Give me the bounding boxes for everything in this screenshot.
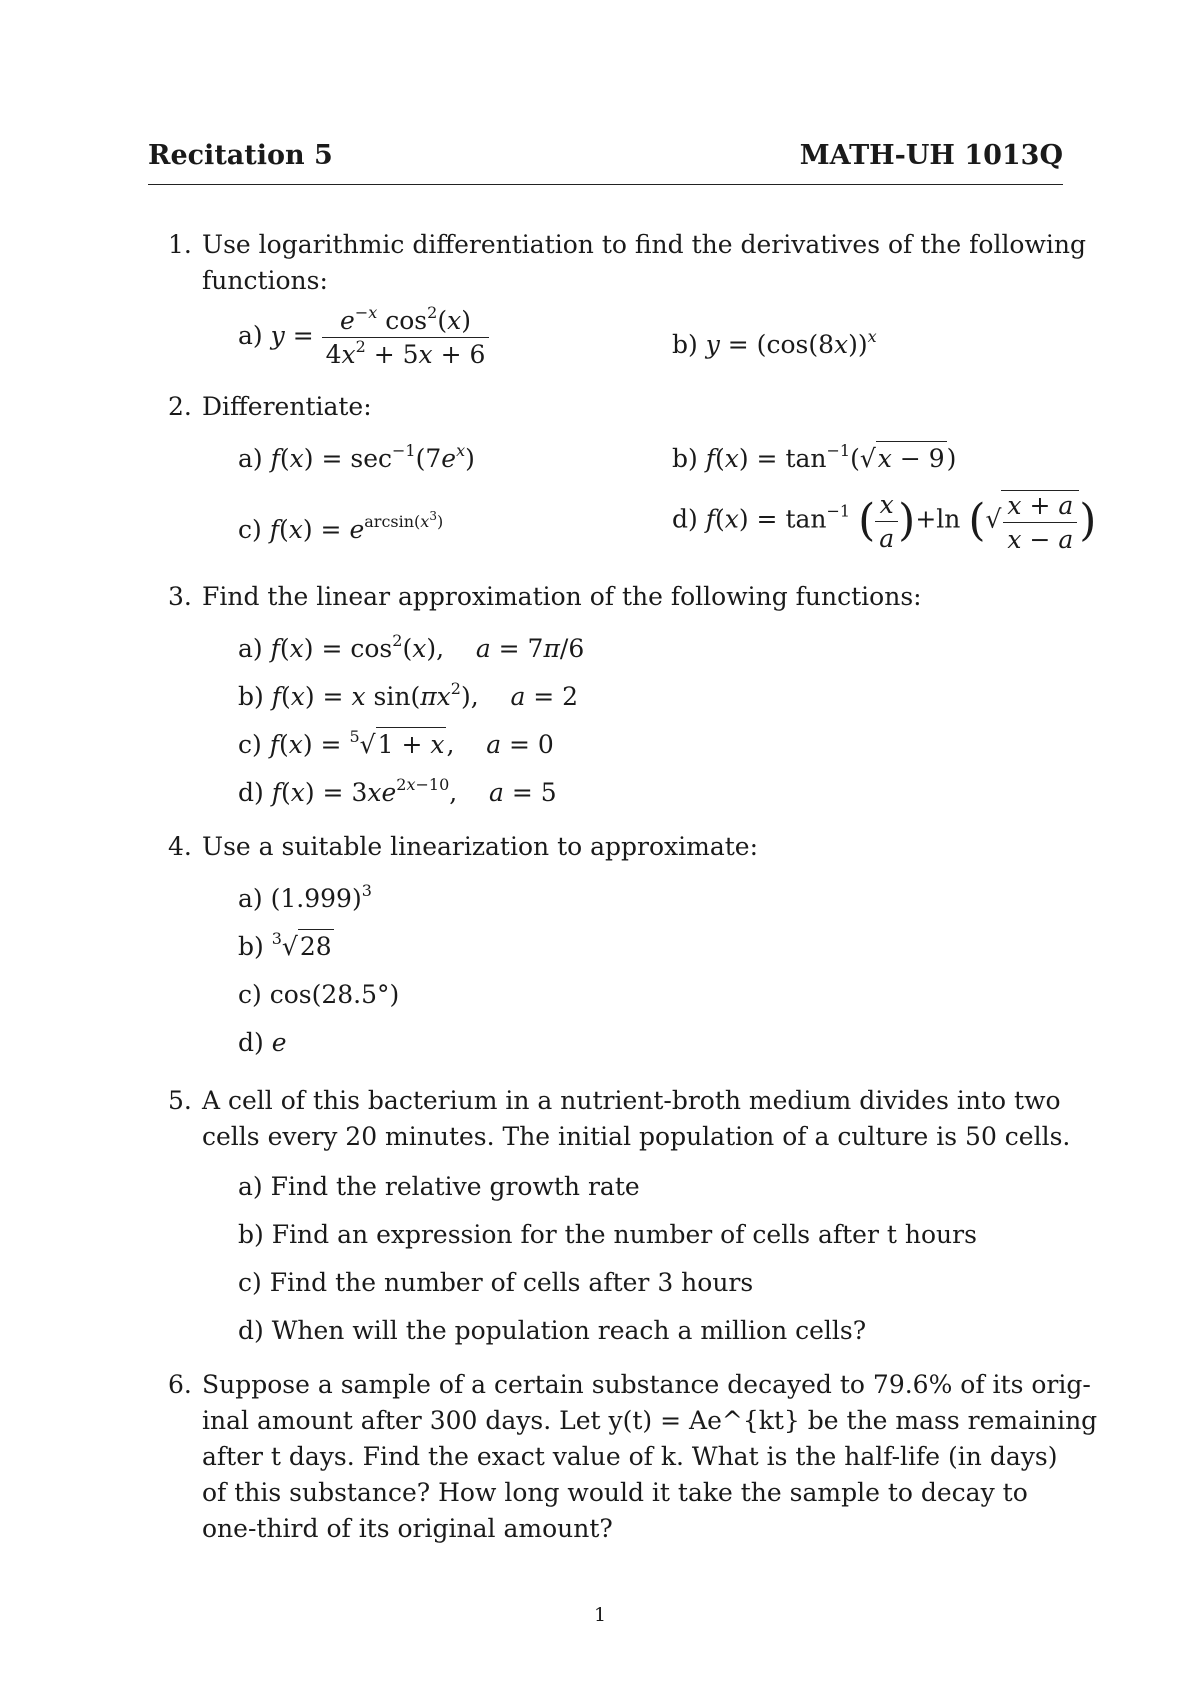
part-text: Find the relative growth rate: [270, 1172, 640, 1201]
question-1-part-b: b) $y = (\cos(8x))^x$: [672, 327, 877, 359]
question-1-number: 1.: [168, 230, 192, 259]
part-label: a): [238, 1172, 263, 1201]
question-5-part-d: [238, 1318, 866, 1343]
question-3-part-b: b) f(x) = x $\sin(\pi x^2)$, a = 2: [238, 679, 579, 711]
question-2-part-c: c) $f(x) = e^{arcsin(x^3)}$: [238, 509, 444, 544]
question-3-part-a: a) $f(x) = \cos^2(x)$, a = 7π/6: [238, 631, 585, 663]
part-text: Find an expression for the number of cells after t hours: [271, 1220, 977, 1249]
question-2-line-1: Differentiate:: [202, 392, 372, 421]
question-4-part-d: d) e: [238, 1028, 287, 1057]
question-4-part-b: b) $^3$√28: [238, 929, 332, 961]
question-6-line-5: one-third of its original amount?: [202, 1514, 613, 1543]
part-label: c): [238, 1268, 262, 1297]
question-5-part-c: [238, 1270, 753, 1295]
part-label: d): [238, 1316, 264, 1345]
question-6-line-3: after t days. Find the exact value of k. What is the half-life (in days): [202, 1442, 1058, 1471]
header-rule: [148, 184, 1063, 185]
question-1-line-1: Use logarithmic differentiation to find the derivatives of the following: [202, 230, 1086, 259]
recitation-title: Recitation 5: [148, 140, 333, 171]
question-3-number: 3.: [168, 582, 192, 611]
part-label: c): [238, 980, 262, 1009]
fraction: $\frac{e^{-x} \cos^2(x)}{4x^2 + 5x + 6}$: [322, 308, 490, 367]
question-4-number: 4.: [168, 832, 192, 861]
question-4-part-c: c) cos(28.5°): [238, 980, 400, 1009]
part-text: When will the population reach a million cells?: [271, 1316, 867, 1345]
part-label: a): [238, 634, 263, 663]
question-3-part-c: c) f(x) = $^5$√1 + x, a = 0: [238, 727, 554, 759]
fraction: $\frac{x}{a}$: [875, 492, 898, 551]
page-number: 1: [593, 1604, 607, 1626]
part-label: a): [238, 444, 263, 473]
question-5-line-2: cells every 20 minutes. The initial population of a culture is 50 cells.: [202, 1122, 1071, 1151]
question-1-part-a: a) y = $\frac{e^{-x} \cos^2(x)}{4x^2 + 5x + 6}$: [238, 308, 489, 367]
question-6-line-4: of this substance? How long would it take the sample to decay to: [202, 1478, 1028, 1507]
question-2-number: 2.: [168, 392, 192, 421]
question-5-part-a: [238, 1174, 640, 1199]
part-label: a): [238, 321, 263, 350]
part-label: c): [238, 730, 262, 759]
question-4-line-1: Use a suitable linearization to approximate:: [202, 832, 758, 861]
part-label: b): [672, 330, 698, 359]
question-6-number: 6.: [168, 1370, 192, 1399]
fraction: $\frac{x + a}{x - a}$: [1001, 490, 1079, 552]
question-2-part-a: a) $f(x) = \sec^{-1}(7e^x)$: [238, 441, 475, 473]
question-5-line-1: A cell of this bacterium in a nutrient-broth medium divides into two: [202, 1086, 1061, 1115]
question-4-part-a: a) $(1.999)^3$: [238, 881, 372, 913]
question-2-part-b: b) $f(x) = \tan^{-1}(√x - 9)$: [672, 441, 957, 473]
part-label: b): [238, 932, 264, 961]
part-label: d): [672, 504, 698, 534]
part-label: a): [238, 884, 263, 913]
question-5-part-b: [238, 1222, 977, 1247]
question-3-part-d: d) $f(x) = 3xe^{2x-10}$, a = 5: [238, 775, 557, 807]
question-6-line-2: inal amount after 300 days. Let y(t) = Ae^{kt} be the mass remaining: [202, 1406, 1098, 1435]
part-label: b): [672, 444, 698, 473]
part-label: d): [238, 1028, 264, 1057]
question-5-number: 5.: [168, 1086, 192, 1115]
question-6-line-1: Suppose a sample of a certain substance decayed to 79.6% of its orig-: [202, 1370, 1091, 1399]
question-2-part-d: d) $f(x) = \tan^{-1}$ ( $\frac{x}{a}$ )+ln (√ $\frac{x + a}{x - a}$ ): [672, 489, 1097, 554]
part-text: Find the number of cells after 3 hours: [269, 1268, 754, 1297]
part-label: b): [238, 682, 264, 711]
course-code: MATH-UH 1013Q: [799, 140, 1063, 171]
part-label: b): [238, 1220, 264, 1249]
part-label: c): [238, 515, 262, 544]
question-3-line-1: Find the linear approximation of the following functions:: [202, 582, 922, 611]
question-1-line-2: functions:: [202, 266, 328, 295]
part-label: d): [238, 778, 264, 807]
